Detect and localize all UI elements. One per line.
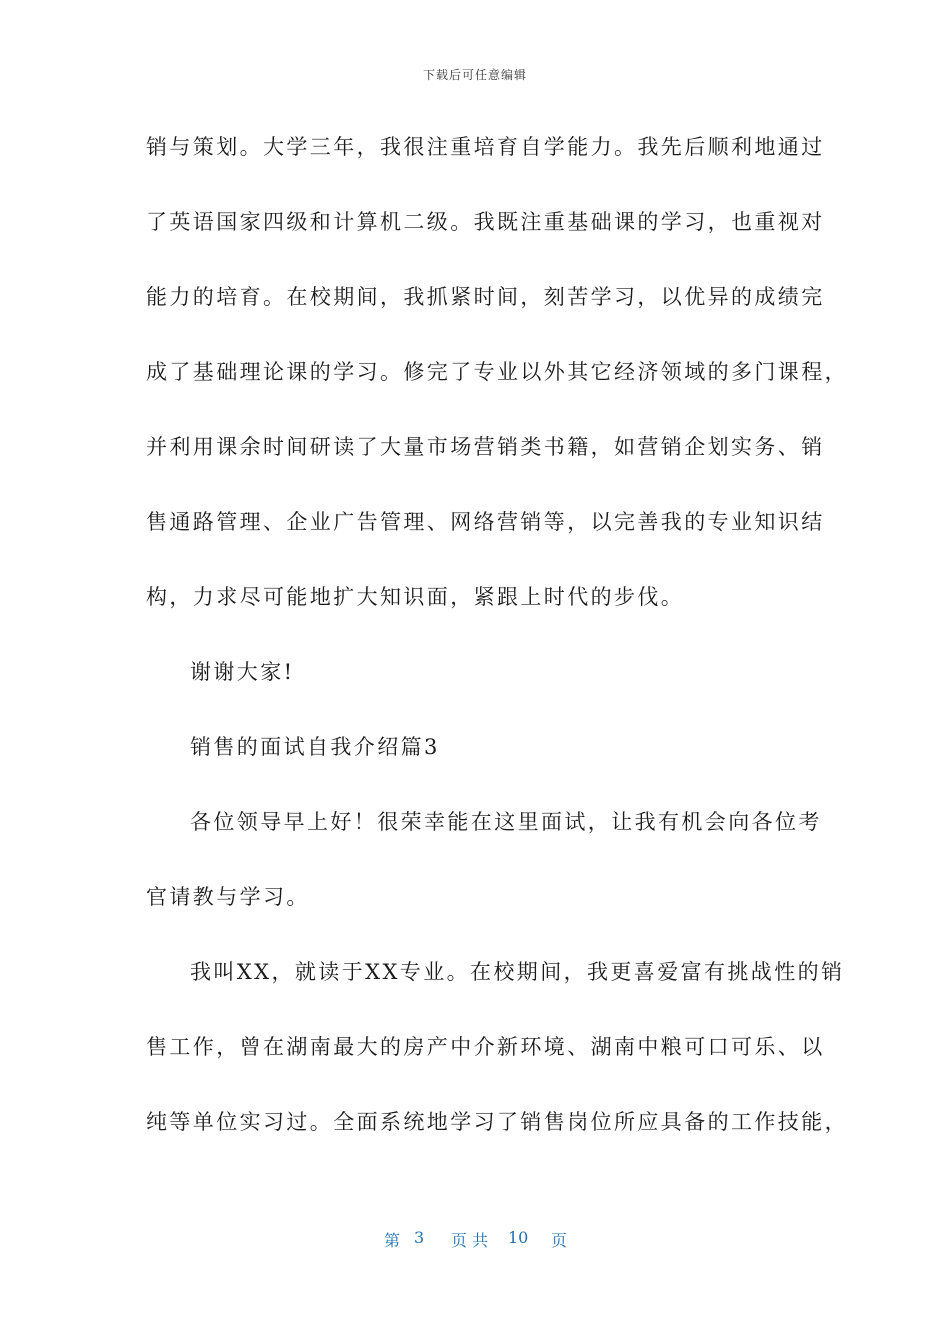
body-line-14: 纯等单位实习过。全面系统地学习了销售岗位所应具备的工作技能，	[146, 1110, 848, 1134]
footer-page-prefix: 第	[384, 1231, 401, 1250]
closing-thanks: 谢谢大家!	[190, 660, 295, 684]
body-line-5: 并利用课余时间研读了大量市场营销类书籍，如营销企划实务、销	[146, 435, 825, 459]
document-body	[146, 127, 848, 1177]
body-line-1: 销与策划。大学三年，我很注重培育自学能力。我先后顺利地通过	[146, 135, 825, 159]
footer-total-pages: 10	[508, 1228, 529, 1247]
body-line-3: 能力的培育。在校期间，我抓紧时间，刻苦学习，以优异的成绩完	[146, 285, 825, 309]
page-header: 下载后可任意编辑	[422, 68, 527, 82]
footer-current-page: 3	[414, 1228, 425, 1247]
section-title: 销售的面试自我介绍篇3	[190, 735, 440, 759]
footer-page-suffix: 页	[551, 1231, 568, 1250]
body-line-10: 各位领导早上好！很荣幸能在这里面试，让我有机会向各位考	[190, 810, 822, 834]
page-footer	[0, 1228, 950, 1252]
body-line-2: 了英语国家四级和计算机二级。我既注重基础课的学习，也重视对	[146, 210, 825, 234]
body-line-11: 官请教与学习。	[146, 885, 310, 909]
body-line-13: 售工作，曾在湖南最大的房产中介新环境、湖南中粮可口可乐、以	[146, 1035, 825, 1059]
body-line-4: 成了基础理论课的学习。修完了专业以外其它经济领域的多门课程，	[146, 360, 848, 384]
footer-page-middle: 页 共	[451, 1231, 489, 1250]
body-line-12: 我叫XX，就读于XX专业。在校期间，我更喜爱富有挑战性的销	[190, 960, 845, 984]
body-line-6: 售通路管理、企业广告管理、网络营销等，以完善我的专业知识结	[146, 510, 825, 534]
body-line-7: 构，力求尽可能地扩大知识面，紧跟上时代的步伐。	[146, 585, 685, 609]
